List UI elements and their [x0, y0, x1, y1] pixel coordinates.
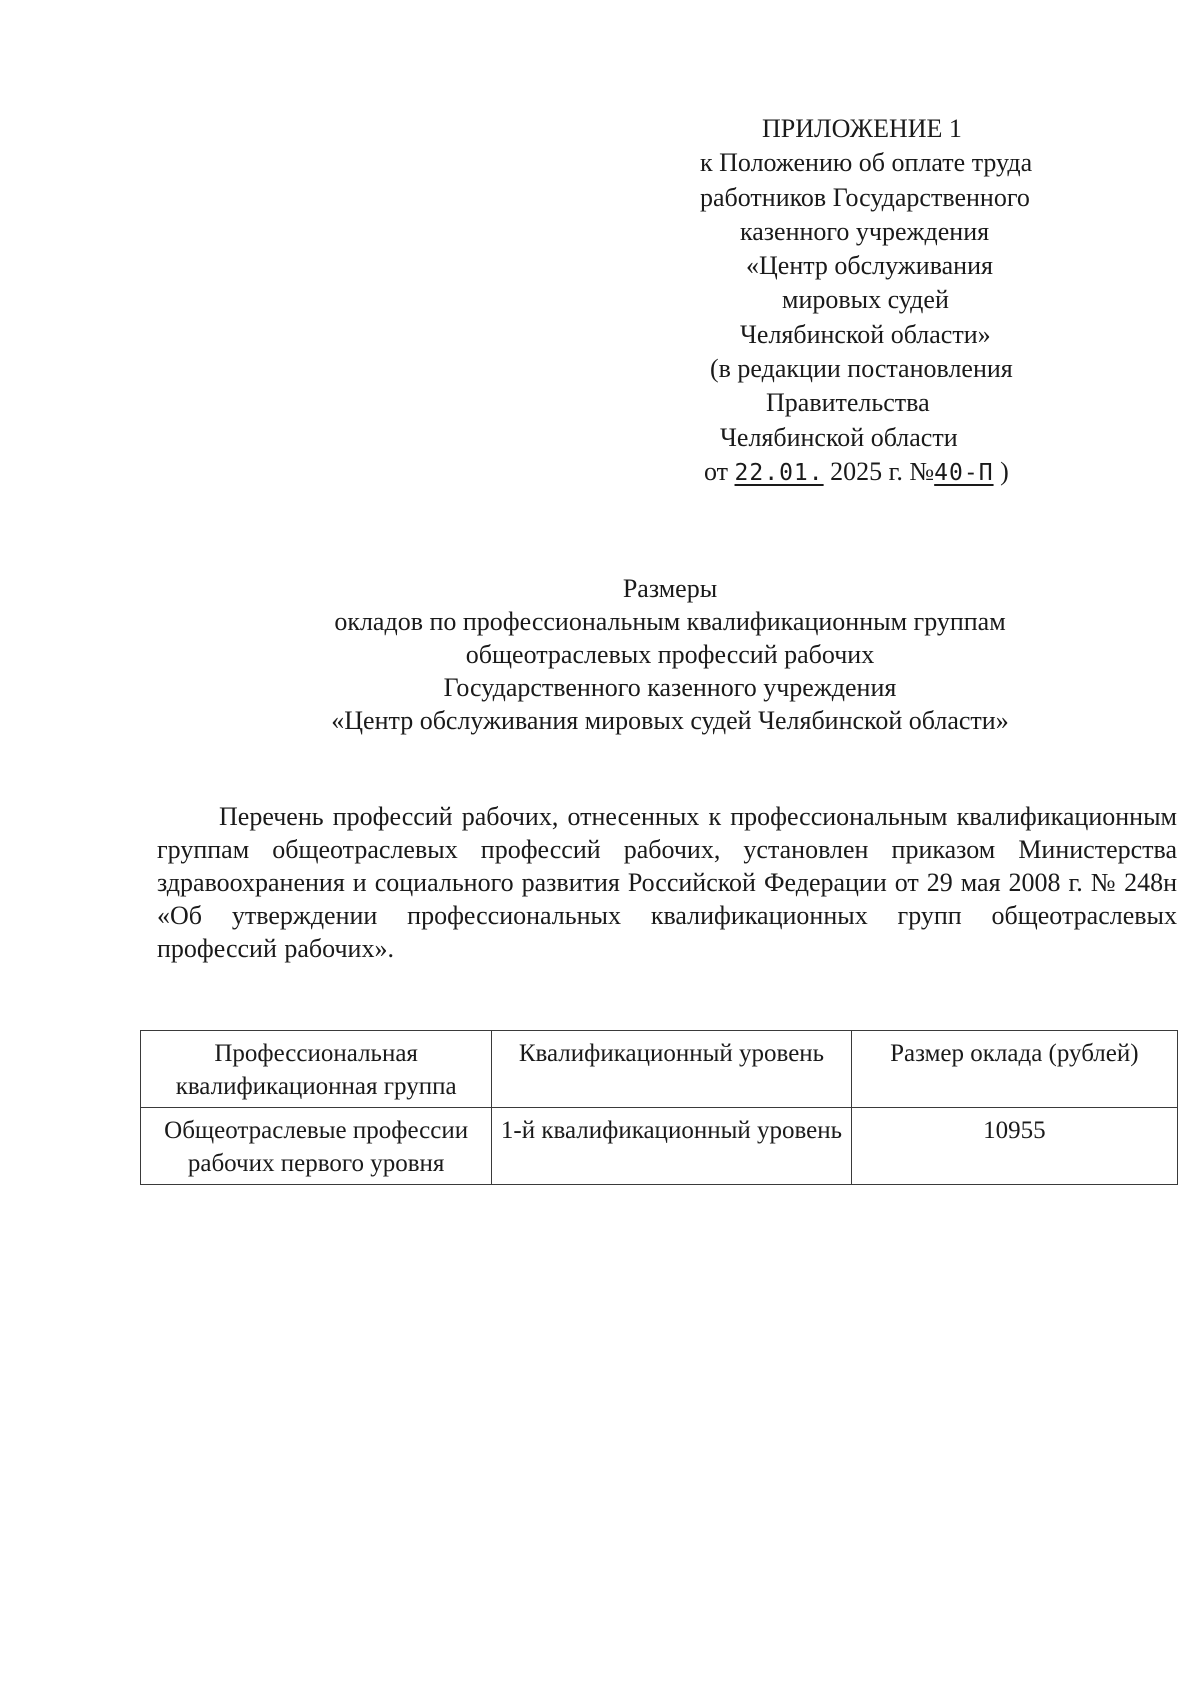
- handwritten-number: 40-П: [934, 459, 994, 486]
- date-closing: ): [1000, 456, 1009, 486]
- title-line: Государственного казенного учреждения: [443, 673, 897, 702]
- handwritten-date: 22.01.: [734, 459, 824, 486]
- appendix-line: казенного учреждения: [740, 216, 990, 246]
- table-header-row: [141, 1031, 1178, 1108]
- title-line: Размеры: [622, 574, 718, 603]
- table-cell-group: Общеотраслевые профессии рабочих первого уровня: [141, 1108, 492, 1185]
- appendix-line: мировых судей: [782, 285, 949, 315]
- appendix-line: работников Государственного: [700, 182, 1030, 212]
- title-line: «Центр обслуживания мировых судей Челябинской области»: [331, 706, 1009, 735]
- table-header-cell: Размер оклада (рублей): [851, 1031, 1177, 1108]
- appendix-line: Правительства: [766, 388, 930, 418]
- appendix-date-line: [700, 455, 1160, 490]
- appendix-line: «Центр обслуживания: [746, 251, 993, 281]
- table-cell-level: 1-й квалификационный уровень: [492, 1108, 851, 1185]
- date-year: 2025 г. №: [830, 456, 935, 486]
- table-header-cell: Квалификационный уровень: [492, 1031, 851, 1108]
- table-cell-salary: 10955: [851, 1108, 1177, 1185]
- appendix-title: ПРИЛОЖЕНИЕ 1: [762, 114, 962, 143]
- appendix-line: Челябинской области: [720, 422, 958, 452]
- salary-table: [140, 1030, 1178, 1185]
- appendix-line: (в редакции постановления: [710, 354, 1013, 384]
- title-line: общеотраслевых профессий рабочих: [465, 640, 875, 669]
- table-header-cell: Профессиональная квалификационная группа: [141, 1031, 492, 1108]
- date-prefix: от: [704, 456, 729, 486]
- body-paragraph: Перечень профессий рабочих, отнесенных к профессиональным квалификационным группам общеотраслевых профессий рабочих, установлен приказом Министерства здравоохранения и социального развития Российской Федерации от 29 мая 2008 г. № 248н «Об утверждении профессиональных квалификационных групп общеотраслевых профессий рабочих».: [157, 802, 1177, 963]
- appendix-line: к Положению об оплате труда: [700, 148, 1033, 178]
- title-line: окладов по профессиональным квалификационным группам: [334, 607, 1006, 636]
- appendix-heading: [700, 112, 1160, 490]
- table-row: [141, 1108, 1178, 1185]
- document-title: [160, 572, 1180, 737]
- appendix-line: Челябинской области»: [740, 319, 991, 349]
